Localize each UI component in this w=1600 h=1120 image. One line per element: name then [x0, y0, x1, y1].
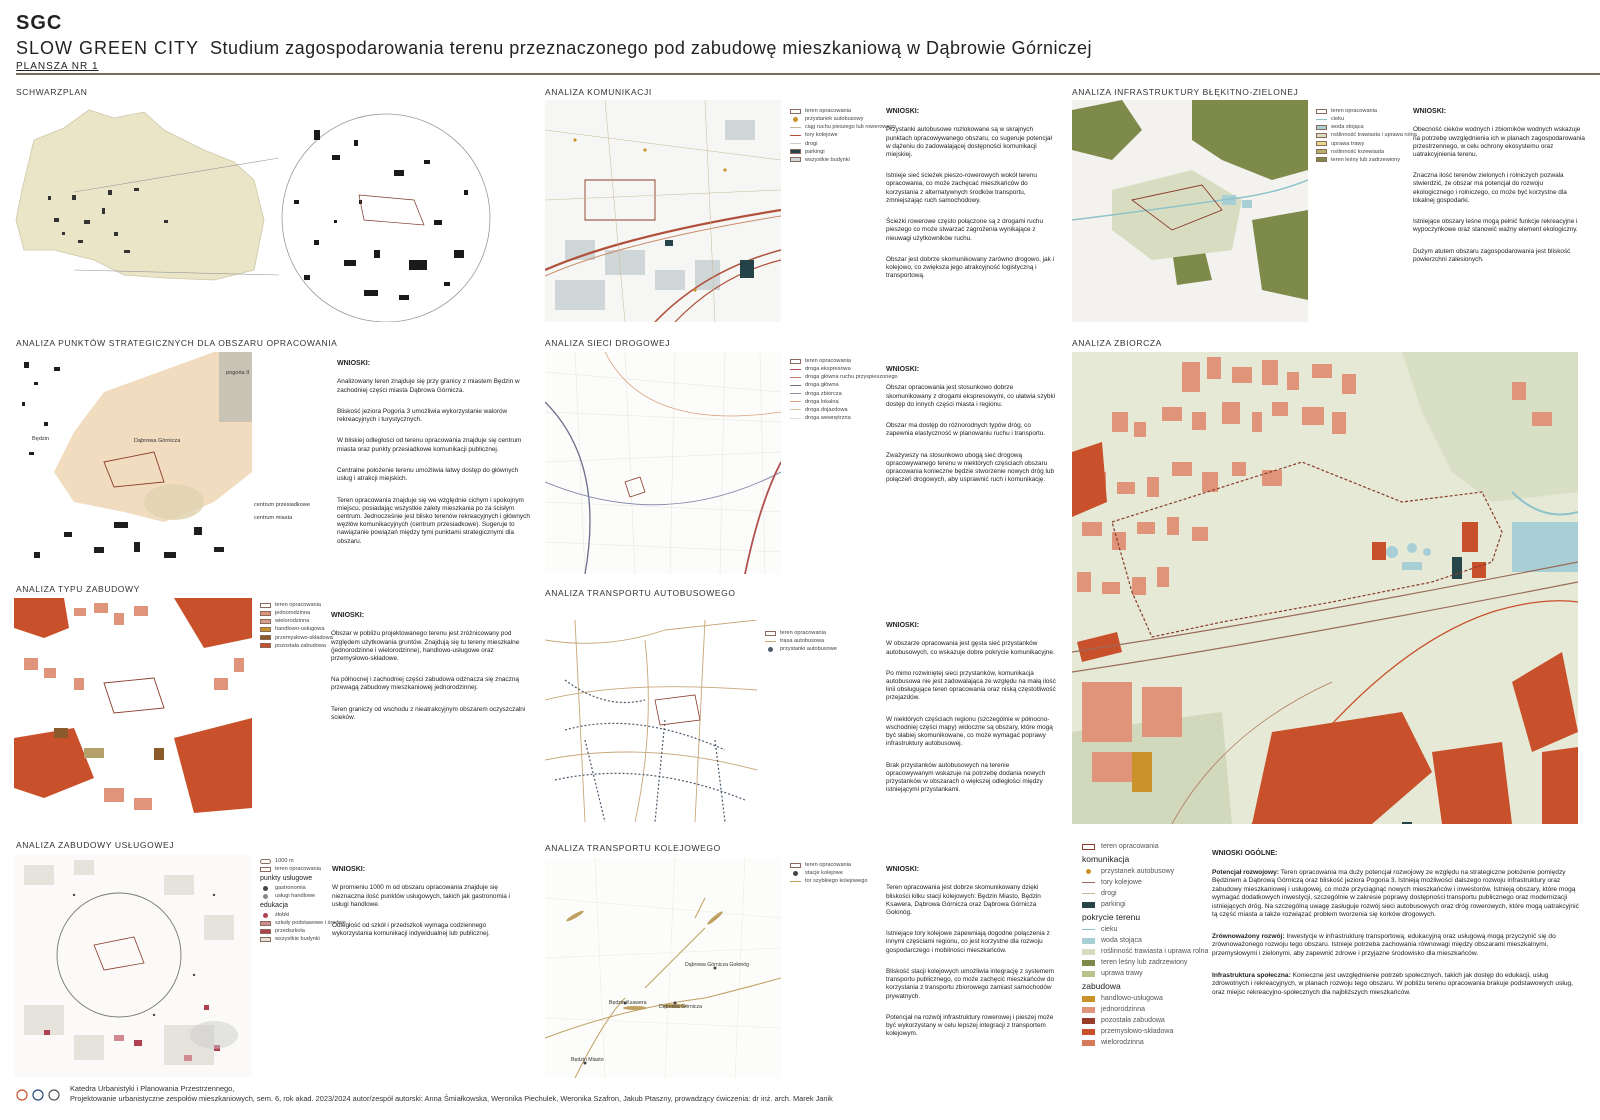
legend-item: handlowo-usługowa — [275, 626, 325, 633]
conclusion-text: Istniejące obszary leśne mogą pełnić funkcje rekreacyjne i wypoczynkowe oraz stanowić ważny element ekologiczny. — [1413, 218, 1580, 234]
legend-item: droga dojazdowa — [805, 406, 848, 413]
legend-item: droga ekspresowa — [805, 366, 851, 373]
legend-item: przystanek autobusowy — [1101, 867, 1175, 875]
conclusion-text: Bliskość jeziora Pogoria 3 umożliwia wykorzystanie walorów rekreacyjnych i turystycznych. — [337, 407, 509, 424]
conclusion-text: Na północnej i zachodniej części zabudowa odznacza się znaczną przewagą zabudowy mieszkaniowej jednorodzinnej. — [331, 676, 521, 692]
footer-line: Katedra Urbanistyki i Planowania Przestrzennego, — [70, 1084, 235, 1093]
conclusion-text: Bliskość stacji kolejowych umożliwia integrację z systemem transportu publicznego, co może zachęcić mieszkańców do korzystania z transportu zbiorowego zamiast samochodów prywatnych. — [886, 968, 1056, 1000]
conclusion-text: W obszarze opracowania jest gęsta sieć przystanków autobusowych, co wskazuje dobre pokrycie komunikacyjne. — [886, 640, 1055, 656]
conclusions-heading: WNIOSKI: — [331, 612, 365, 620]
sheet-number: PLANSZA NR 1 — [16, 61, 99, 72]
legend-item: roślinność krzewiasta — [1331, 148, 1385, 155]
schwarzplan-title: SCHWARZPLAN — [16, 87, 88, 97]
conclusions-heading: WNIOSKI: — [332, 866, 366, 874]
zabudowa-map — [14, 598, 252, 820]
conclusion-text: Zważywszy na stosunkowo ubogą sieć drogową opracowywanego terenu w niektórych częściach obszaru opracowania konieczne będzie stworzenie nowych dróg lub połączeń drogowych, aby usprawnić ruch i komunikację. — [886, 451, 1056, 484]
schwarzplan-graphic — [14, 100, 494, 322]
legend-item: roślinność trawiasta i uprawa rolna — [1101, 947, 1209, 955]
legend-item: trasa autobusowa — [780, 638, 825, 645]
legend-item: teren opracowania — [1101, 843, 1159, 850]
legend-item: przemysłowo-składowa — [1101, 1027, 1174, 1035]
legend-item: woda stojąca — [1331, 124, 1364, 131]
legend-item: wielorodzinna — [1101, 1038, 1144, 1046]
poster-title — [16, 38, 1092, 59]
conclusion-text: Potencjał na rozwój infrastruktury rowerowej i pieszej może być wykorzystany w celu lepszej integracji z transportem kolejowym. — [886, 1013, 1056, 1038]
legend-item: cieku — [1331, 116, 1345, 123]
map-label: pogoria II — [226, 370, 250, 376]
drogi-graphic — [545, 352, 781, 574]
legend-item: parkingi — [805, 148, 825, 155]
niebiesko-conclusions — [1413, 100, 1585, 277]
legend-item: tor szybkiego kolejowego — [805, 878, 868, 885]
conclusion-text: Znaczna ilość terenów zielonych i rolniczych pozwala stwierdzić, że obszar ma potencjał do rozwoju ekologicznego i rolniczego, co może być korzystne dla lokalnej gospodarki. — [1413, 172, 1569, 204]
drogi-title: ANALIZA SIECI DROGOWEJ — [545, 338, 671, 348]
legend-item: pozostała zabudowa — [275, 642, 327, 649]
drogi-map — [545, 352, 781, 574]
legend-item: roślinność trawiasta i uprawa rolna — [1331, 132, 1417, 139]
legend-heading: pokrycie terenu — [1082, 912, 1141, 922]
conclusion-label: Zrównoważony rozwój: — [1212, 932, 1285, 940]
project-name: SLOW GREEN CITY — [16, 38, 200, 58]
uslugi-conclusions — [332, 858, 527, 952]
niebiesko-graphic — [1072, 100, 1308, 322]
conclusion-text: Konieczne jest uwzględnienie potrzeb społecznych, takich jak dostęp do edukacji, usług zdrowotnych i rekreacyjnych, w planach rozwoju tego obszaru. W pobliżu terenu opracowania brakuje podstawowych usług, oraz miejsc rekreacyjno-społecznych dla najbliższych mieszkańców. — [1212, 971, 1575, 996]
legend-item: stacje kolejowe — [805, 870, 843, 877]
conclusions-heading: WNIOSKI: — [1413, 108, 1447, 116]
legend-item: szkoły podstawowe i średnie — [275, 920, 346, 927]
conclusions-heading: WNIOSKI: — [886, 108, 920, 116]
conclusion-text: Obszar ma dostęp do różnorodnych typów dróg, co zapewnia elastyczność w planowaniu ruchu i transportu. — [886, 422, 1046, 438]
legend-item: przystanki autobusowe — [780, 646, 837, 653]
legend-item: tory kolejowe — [1101, 878, 1142, 886]
legend-item: 1000 m — [275, 858, 294, 864]
conclusion-text: Teren opracowania jest dobrze skomunikowany dzięki bliskości kilku stacji kolejowych: Będzin Miasto, Będzin Ksawera, Dąbrowa Górnicza oraz Dąbrowa Górnicza Gołonóg. — [886, 884, 1043, 916]
conclusion-text: Po mimo rozwiniętej sieci przystanków, komunikacja autobusowa nie jest zadowalająca ze względu na małą ilość linii obsługujące teren opracowania oraz niską częstotliwość przejazdów. — [886, 669, 1058, 702]
conclusions-heading: WNIOSKI: — [886, 866, 920, 874]
project-code: SGC — [16, 12, 63, 34]
komunikacja-graphic — [545, 100, 781, 322]
conclusion-text: Dużym atutem obszaru zagospodarowania jest bliskość powierzchni zalesionych. — [1413, 247, 1573, 263]
legend-item: drogi — [1101, 889, 1117, 897]
map-label: Dąbrowa Górnicza — [659, 1004, 702, 1010]
conclusion-label: Potencjał rozwojowy: — [1212, 868, 1280, 876]
legend-heading: punkty usługowe — [260, 875, 313, 883]
uslugi-map — [14, 855, 252, 1077]
legend-item: drogi — [805, 140, 818, 147]
conclusion-text: Analizowany teren znajduje się przy granicy z miastem Będzin w zachodniej części miasta Dąbrowa Górnicza. — [337, 378, 522, 394]
zbiorcza-map — [1072, 352, 1578, 824]
legend-item: przemysłowo-składowa — [275, 634, 333, 641]
autobus-graphic — [545, 620, 757, 822]
conclusion-text: Centralne położenie terenu umożliwia łatwy dostęp do głównych usług i atrakcji miejskich. — [337, 467, 520, 483]
conclusions-heading: WNIOSKI OGÓLNE: — [1212, 850, 1278, 858]
zabudowa-graphic — [14, 598, 252, 820]
komunikacja-map — [545, 100, 781, 322]
drogi-legend — [790, 358, 898, 423]
conclusion-text: Teren graniczy od wschodu z nieatrakcyjnym obszarem oczyszczalni ścieków. — [331, 705, 528, 722]
conclusion-text: W promieniu 1000 m od obszaru opracowania znajduje się nieznaczna ilość punktów usługowych, takich jak gastronomia i usługi handlowe. — [332, 884, 512, 908]
conclusion-text: W niektórych częściach regionu (szczególnie w północno-wschodniej części mapy) widoczne są obszary, które mogą być słabiej skomunikowane, co może wymagać poprawy infrastruktury autobusowej. — [886, 715, 1055, 748]
legend-item: teren opracowania — [805, 862, 852, 868]
niebiesko-legend — [1316, 108, 1417, 165]
legend-item: przystanek autobusowy — [805, 116, 864, 123]
drogi-conclusions — [886, 358, 1056, 498]
legend-item: teren opracowania — [275, 866, 322, 873]
conclusions-heading: WNIOSKI: — [886, 366, 920, 374]
legend-item: droga główna — [805, 382, 839, 389]
kolej-legend — [790, 862, 880, 886]
legend-item: cieku — [1101, 925, 1118, 933]
conclusion-text: Brak przystanków autobusowych na terenie opracowywanym wskazuje na potrzebę dodania nowych przystanków w obszarach o większej odległości między istniejącymi przystankami. — [886, 761, 1047, 794]
conclusion-text: Obszar jest dobrze skomunikowany zarówno drogowo, jak i kolejowo, co zwiększa jego atrakcyjność logistyczną i transportową. — [886, 255, 1056, 280]
header-divider — [16, 73, 1600, 75]
legend-item: woda stojąca — [1101, 936, 1142, 944]
legend-item: teren opracowania — [1331, 108, 1378, 114]
autobus-conclusions — [886, 614, 1056, 808]
map-label: Dąbrowa Górnicza Gołonóg — [685, 962, 750, 968]
map-label: centrum przesiadkowe — [254, 502, 310, 508]
map-label: centrum miasta — [254, 515, 293, 521]
legend-item: droga zbiorcza — [805, 390, 842, 397]
komunikacja-title: ANALIZA KOMUNIKACJI — [545, 87, 652, 97]
map-label: Dąbrowa Górnicza — [134, 438, 181, 444]
conclusion-text: Istnieje sieć ścieżek pieszo-rowerowych wokół terenu opracowania, co może zachęcać mieszkańców do korzystania z alternatywnych środków transportu, zmniejszając ruch samochodowy. — [886, 172, 1039, 204]
legend-item: droga główna ruchu przyspieszonego — [805, 374, 898, 381]
conclusion-text: Ścieżki rowerowe często połączone są z drogami ruchu pieszego co może stwarzać zagrożenia wynikające z nieuwagi użytkowników ruchu. — [886, 218, 1045, 242]
legend-item: tory kolejowe — [805, 132, 838, 139]
conclusion-text: Inwestycje w infrastrukturę transportową, edukacyjną oraz usługową mogą przyczynić się do zrównoważonego rozwoju tego obszaru. Istnieje potrzeba zachowania równowagi między obszarami mieszkalnymi, przemysłowymi i zielonymi, aby zapewnić zdrowe i przyjazne środowisko dla mieszkańców. — [1212, 932, 1558, 957]
zabudowa-title: ANALIZA TYPU ZABUDOWY — [16, 584, 140, 594]
legend-item: gastronomia — [275, 884, 306, 891]
legend-heading: edukacja — [260, 902, 289, 910]
legend-heading: zabudowa — [1082, 981, 1121, 991]
komunikacja-legend — [790, 108, 896, 165]
project-subtitle: Studium zagospodarowania terenu przeznaczonego pod zabudowę mieszkaniową w Dąbrowie Górniczej — [210, 38, 1093, 58]
legend-item: ciąg ruchu pieszego lub rowerowego — [805, 124, 896, 131]
zbiorcza-title: ANALIZA ZBIORCZA — [1072, 338, 1162, 348]
conclusion-text: Obszar w pobliżu projektowanego terenu jest zróżnicowany pod względem użytkowania gruntów. Znajdują się tu tereny mieszkalne (jednorodzinne i wielorodzinne), handlowo-usługowe oraz przemysłowo-składowe. — [331, 630, 522, 662]
zbiorcza-legend — [1082, 843, 1209, 1050]
legend-item: pozostała zabudowa — [1101, 1016, 1165, 1024]
conclusion-text: Przystanki autobusowe rozlokowane są w skrajnych punktach opracowywanego obszaru, co sugeruje potencjał w dążeniu do zadowalającej dostępności komunikacji miejskiej. — [886, 126, 1054, 158]
legend-item: usługi handlowe — [275, 893, 316, 900]
map-label: Będzin — [32, 436, 50, 442]
kolej-map — [545, 858, 781, 1078]
institution-logos — [16, 1088, 66, 1102]
uslugi-title: ANALIZA ZABUDOWY USŁUGOWEJ — [16, 840, 175, 850]
legend-item: teren opracowania — [805, 358, 852, 364]
niebiesko-title: ANALIZA INFRASTRUKTURY BŁĘKITNO-ZIELONEJ — [1072, 87, 1299, 97]
conclusion-text: Istniejące tory kolejowe zapewniają dogodne połączenia z innymi częściami regionu, co jest korzystne dla rozwoju gospodarczego i mobilności mieszkańców. — [886, 930, 1052, 954]
legend-item: żłobki — [275, 911, 290, 918]
zbiorcza-graphic — [1072, 352, 1578, 824]
legend-item: jednorodzinna — [275, 610, 311, 617]
footer-line: Projektowanie urbanistyczne zespołów mieszkaniowych, sem. 6, rok akad. 2023/2024 autor/zespół autorski: Anna Śmiałkowska, Weronika Piechulek, Weronika Szafron, Jakub Ptaszny, prowadzący ćwiczenia: dr inż. arch. Marek Janik — [70, 1094, 833, 1104]
legend-item: wszystkie budynki — [805, 156, 850, 163]
legend-item: uprawa trawy — [1331, 140, 1365, 147]
legend-item: przedszkola — [275, 928, 305, 935]
legend-item: droga lokalna — [805, 398, 839, 405]
conclusion-text: Obecność cieków wodnych i zbiorników wodnych wskazuje na potrzebę uwzględnienia ich w planach zagospodarowania przestrzennego, w celu ochrony ekosystemu oraz uatrakcyjnienia terenu. — [1413, 126, 1587, 158]
map-label: Będzin Ksawera — [609, 1000, 647, 1006]
zabudowa-conclusions — [331, 604, 526, 735]
uslugi-graphic — [14, 855, 252, 1077]
legend-item: teren leśny lub zadrzewiony — [1331, 156, 1401, 163]
strategiczne-title: ANALIZA PUNKTÓW STRATEGICZNYCH DLA OBSZARU OPRACOWANIA — [16, 338, 338, 348]
komunikacja-conclusions — [886, 100, 1056, 294]
conclusion-text: Teren opracowania ma duży potencjał rozwojowy ze względu na strategiczne położenie pomiędzy Będzinem a Dąbrową Górniczą oraz bliskość jeziora Pogoria 3. Istnieją możliwości dalszego rozwoju infrastruktury oraz zabudowy mieszkaniowej i usługowej, co może przyciągnąć nowych mieszkańców i inwestorów. Istnieją obszary, które mogą wymagać dodatkowych inwestycji, szczególnie w zakresie poprawy dostępności transportu publicznego oraz modernizacji istniejących dróg. Na szczególną uwagę zasługuje rozwój sieci autobusowych oraz dróg rowerowych, które mogą uatrakcyjnić tą część miasta a także rozwiązać problem tworzenia się korków drogowych. — [1212, 868, 1581, 919]
niebiesko-map — [1072, 100, 1308, 322]
autobus-map — [545, 620, 757, 822]
autobus-legend — [765, 630, 835, 654]
conclusion-label: Infrastruktura społeczna: — [1212, 971, 1291, 979]
kolej-graphic — [545, 858, 781, 1078]
legend-item: wszystkie budynki — [275, 936, 320, 943]
legend-item: uprawa trawy — [1101, 969, 1143, 977]
kolej-title: ANALIZA TRANSPORTU KOLEJOWEGO — [545, 843, 721, 853]
legend-item: teren leśny lub zadrzewiony — [1101, 958, 1188, 966]
legend-item: teren opracowania — [805, 108, 852, 114]
kolej-conclusions — [886, 858, 1056, 1052]
map-label: Będzin Miasto — [571, 1057, 604, 1063]
legend-item: parkingi — [1101, 900, 1126, 908]
legend-item: handlowo-usługowa — [1101, 994, 1163, 1002]
zabudowa-legend — [260, 602, 333, 651]
legend-item: teren opracowania — [275, 602, 322, 608]
strategiczne-map — [14, 352, 252, 574]
legend-heading: komunikacja — [1082, 854, 1130, 865]
conclusion-text: W bliskiej odległości od terenu opracowania znajduje się centrum miasta oraz punkty przesiadkowe komunikacji publicznej. — [337, 437, 524, 453]
strategiczne-conclusions — [337, 352, 532, 559]
conclusion-text: Teren opracowania znajduje się we względnie cichym i spokojnym miejscu, posiadając wszystkie zalety mieszkania po za ścisłym centrum. Jednocześnie jest blisko terenów rekreacyjnych i głównych węzłów komunikacyjnych (centrum przesiadkowe). Sugeruje to nawiązanie powiązań między tymi punktami strategicznymi dla obszaru. — [337, 496, 532, 545]
conclusions-heading: WNIOSKI: — [337, 360, 371, 368]
general-conclusions — [1212, 842, 1585, 1010]
legend-item: jednorodzinna — [1101, 1005, 1145, 1013]
logo-icon — [16, 1088, 66, 1102]
legend-item: teren opracowania — [780, 630, 827, 636]
legend-item: wielorodzinna — [275, 618, 310, 625]
schwarzplan-map — [14, 100, 494, 322]
autobus-title: ANALIZA TRANSPORTU AUTOBUSOWEGO — [545, 588, 736, 598]
conclusions-heading: WNIOSKI: — [886, 622, 920, 630]
footer-credits — [70, 1084, 1030, 1105]
legend-item: droga wewnętrzna — [805, 414, 851, 421]
conclusion-text: Odległość od szkół i przedszkoli wymaga codziennego wykorzystania komunikacji indywidualnej lub publicznej. — [332, 922, 490, 938]
conclusion-text: Obszar opracowania jest stosunkowo dobrze skomunikowany z drogami ekspresowymi, co ułatwia szybki dostęp do innych części miasta i regionu. — [886, 384, 1057, 408]
strategiczne-graphic — [14, 352, 252, 574]
